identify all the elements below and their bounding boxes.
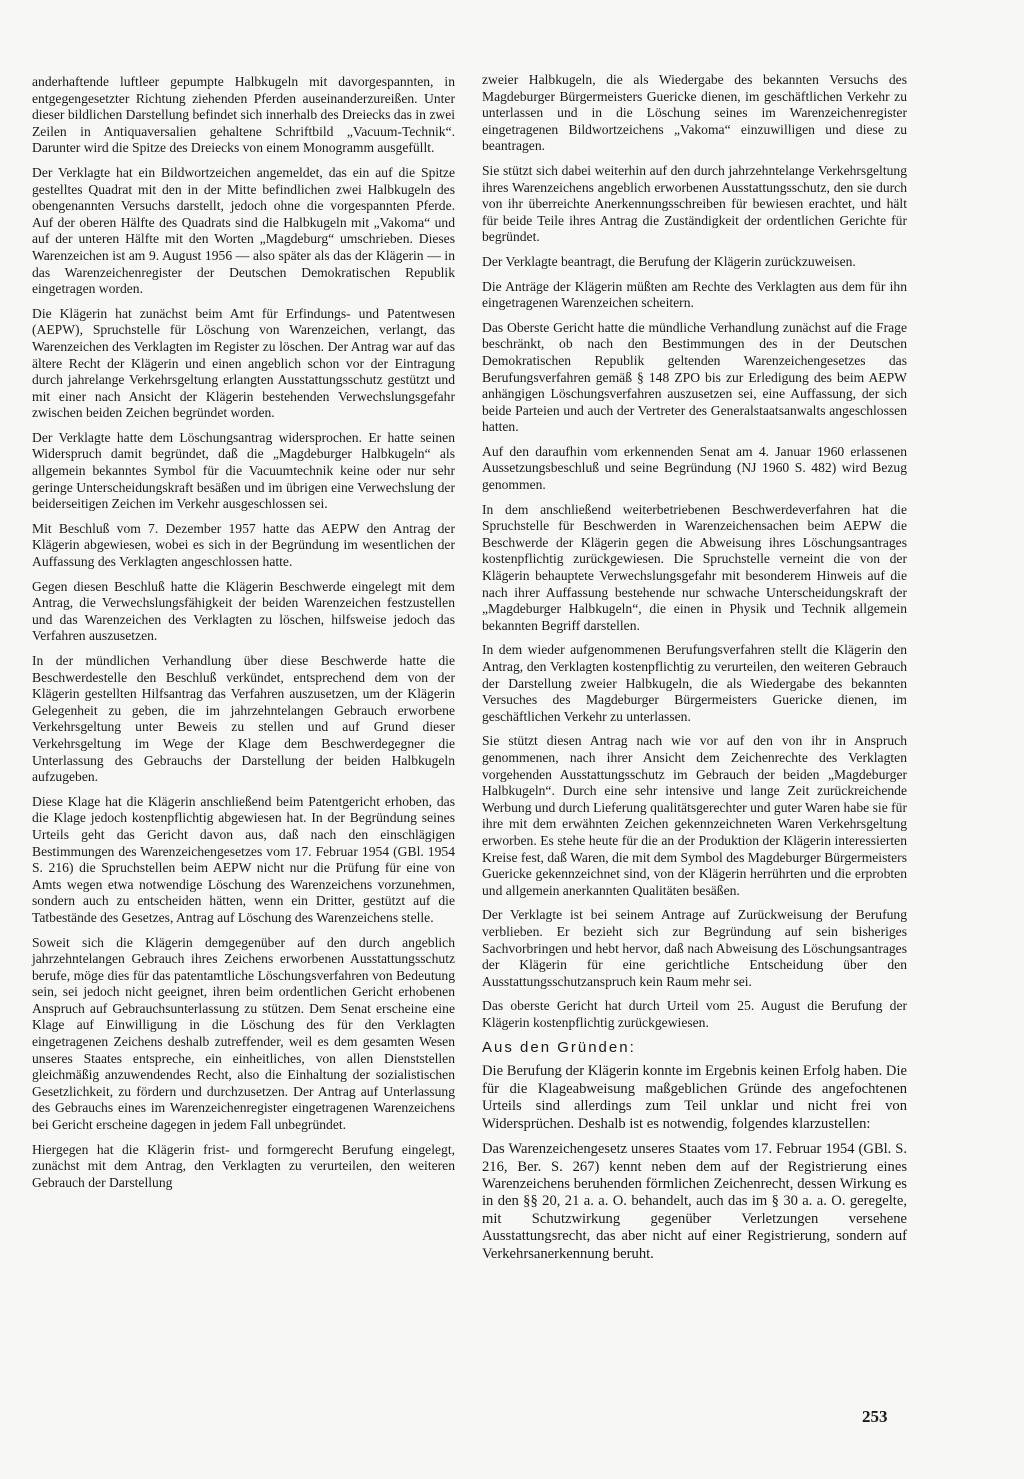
paragraph: Der Verklagte hat ein Bildwortzeichen angemeldet, das ein auf die Spitze gestelltes Quadrat mit den in der Mitte befindlichen zwei Halbkugeln des obengenannten Versuchs darstellt, jedoch ohne die vorgespannten Pferde. Auf der oberen Hälfte des Quadrats sind die Halbkugeln mit „Vakoma“ und auf der unteren Hälfte mit den Worten „Magdeburg“ umschrieben. Dieses Warenzeichen ist am 9. August 1956 — also später als das der Klägerin — in das Warenzeichenregister der Deutschen Demokratischen Republik eingetragen worden. <box>32 164 455 297</box>
left-column <box>32 74 455 1199</box>
paragraph: In dem wieder aufgenommenen Berufungsverfahren stellt die Klägerin den Antrag, den Verklagten kostenpflichtig zu verurteilen, den weiteren Gebrauch der Darstellung zweier Halbkugeln, die als Wiedergabe des bekannten Versuches des Magdeburger Bürgermeisters Guericke dienen, im geschäftlichen Verkehr zu unterlassen. <box>482 642 907 724</box>
paragraph: Das Warenzeichengesetz unseres Staates vom 17. Februar 1954 (GBl. S. 216, Ber. S. 267) kennt neben dem auf der Registrierung eines Warenzeichens beruhenden förmlichen Zeichenrecht, dessen Wirkung es in den §§ 20, 21 a. a. O. behandelt, auch das im § 30 a. a. O. geregelte, mit Schutzwirkung gegenüber Verletzungen versehene Ausstattungsrecht, das aber nicht auf einer Registrierung, sondern auf Verkehrsanerkennung beruht. <box>482 1141 907 1262</box>
paragraph: Gegen diesen Beschluß hatte die Klägerin Beschwerde eingelegt mit dem Antrag, die Verwechslungsfähigkeit der beiden Warenzeichen festzustellen und das Warenzeichen des Verklagten zu löschen, hilfsweise jedoch das Verfahren auszusetzen. <box>32 578 455 644</box>
paragraph: Der Verklagte ist bei seinem Antrage auf Zurückweisung der Berufung verblieben. Er bezieht sich zur Begründung auf sein bisheriges Sachvorbringen und hebt hervor, daß nach Abweisung des Löschungsantrages der Klägerin für eine gerichtliche Entscheidung über den Ausstattungsschutzanspruch kein Raum mehr sei. <box>482 907 907 989</box>
paragraph: Hiergegen hat die Klägerin frist- und formgerecht Berufung eingelegt, zunächst mit dem Antrag, den Verklagten zu verurteilen, den weiteren Gebrauch der Darstellung <box>32 1141 455 1190</box>
paragraph: Das Oberste Gericht hatte die mündliche Verhandlung zunächst auf die Frage beschränkt, ob nach den Bestimmungen des in der Deutschen Demokratischen Republik geltenden Warenzeichengesetzes das Berufungsverfahren gemäß § 148 ZPO bis zur Erledigung des beim AEPW anhängigen Löschungsverfahren auszusetzen sei, eine Auffassung, der sich beide Parteien und auch der Vertreter des Generalstaatsanwalts angeschlossen hatten. <box>482 319 907 435</box>
paragraph: Diese Klage hat die Klägerin anschließend beim Patentgericht erhoben, das die Klage jedoch kostenpflichtig abgewiesen hat. In der Begründung seines Urteils geht das Gericht davon aus, daß nach den einschlägigen Bestimmungen des Warenzeichengesetzes vom 17. Februar 1954 (GBl. 1954 S. 216) die Spruchstellen beim AEPW nicht nur die Prüfung für eine von Amts wegen etwa notwendige Löschung des Warenzeichens vorzunehmen, sondern auch zu entscheiden hätten, wenn ein Dritter, gestützt auf die Tatbestände des Gesetzes, Antrag auf Löschung des Warenzeichens stelle. <box>32 793 455 925</box>
paragraph: Sie stützt diesen Antrag nach wie vor auf den von ihr in Anspruch genommenen, nach ihrer Ansicht dem Zeichenrechte des Verklagten vorgehenden Ausstattungsschutz im Gebrauch der beiden „Magdeburger Halbkugeln“. Durch eine sehr intensive und lange Zeit zurückreichende Werbung und durch Lieferung qualitätsgerechter und guter Waren habe sie für ihre mit dem erwähnten Zeichen gekennzeichneten Waren Verkehrsgeltung erworben. Es stehe heute für die an der Produktion der Klägerin interessierten Kreise fest, daß Waren, die mit dem Symbol des Magdeburger Bürgermeisters Guericke gekennzeichnet sind, von der Klägerin herrührten und die erprobten und allgemein anerkannten Qualitäten besäßen. <box>482 733 907 898</box>
paragraph: In der mündlichen Verhandlung über diese Beschwerde hatte die Beschwerdestelle den Beschluß verkündet, entsprechend dem von der Klägerin gestellten Hilfsantrag das Verfahren auszusetzen, um der Klägerin Gelegenheit zu geben, die im jahrzehntelangen Gebrauch erworbene Verkehrsgeltung unter Beweis zu stellen und auf Grund dieser Verkehrsgeltung im Wege der Klage dem Beschwerdegegner die Unterlassung des Gebrauchs der Darstellung der beiden Halbkugeln aufzugeben. <box>32 653 455 785</box>
paragraph: Das oberste Gericht hat durch Urteil vom 25. August die Berufung der Klägerin kostenpflichtig zurückgewiesen. <box>482 998 907 1030</box>
paragraph: Die Berufung der Klägerin konnte im Ergebnis keinen Erfolg haben. Die für die Klageabweisung maßgeblichen Gründe des angefochtenen Urteils sind allerdings zum Teil unklar und nicht frei von Widersprüchen. Deshalb ist es notwendig, folgendes klarzustellen: <box>482 1063 907 1132</box>
right-column <box>482 72 907 1271</box>
paragraph: Sie stützt sich dabei weiterhin auf den durch jahrzehntelange Verkehrsgeltung ihres Warenzeichens angeblich erworbenen Ausstattungsschutz, den sie durch von ihr überreichte Anerkennungsschreiben für bewiesen erachtet, und hält für beide Teile ihres Antrag die Zuständigkeit der ordentlichen Gerichte für begründet. <box>482 162 907 245</box>
paragraph: Der Verklagte beantragt, die Berufung der Klägerin zurückzuweisen. <box>482 253 856 269</box>
section-heading: Aus den Gründen: <box>482 1039 636 1057</box>
paragraph: Die Klägerin hat zunächst beim Amt für Erfindungs- und Patentwesen (AEPW), Spruchstelle für Löschung von Warenzeichen, verlangt, das Warenzeichen des Verklagten im Register zu löschen. Der Antrag war auf das ältere Recht der Klägerin und einen angeblich schon vor der Eintragung durch jahrelange Verkehrsgeltung erlangten Ausstattungsschutz gestützt und mit einer nach Ansicht der Klägerin bestehenden Verwechslungsgefahr zwischen beiden Zeichen begründet worden. <box>32 305 455 421</box>
paragraph: Der Verklagte hatte dem Löschungsantrag widersprochen. Er hatte seinen Widerspruch damit begründet, daß die „Magdeburger Halbkugeln“ als allgemein bekanntes Symbol für die Vacuumtechnik keine oder nur sehr geringe Unterscheidungskraft besäßen und im übrigen eine Verwechslung der beiderseitigen Zeichen im Verkehr ausgeschlossen sei. <box>32 429 455 512</box>
paragraph: Mit Beschluß vom 7. Dezember 1957 hatte das AEPW den Antrag der Klägerin abgewiesen, wobei es sich in der Begründung im wesentlichen der Auffassung des Verklagten angeschlossen hatte. <box>32 520 455 570</box>
page-number: 253 <box>862 1407 888 1426</box>
paragraph: Soweit sich die Klägerin demgegenüber auf den durch angeblich jahrzehntelangen Gebrauch ihres Zeichens erworbenen Ausstattungsschutz berufe, möge dies für das patentamtliche Löschungsverfahren von Bedeutung sein, sei jedoch nicht geeignet, ihren beim ordentlichen Gericht erhobenen Anspruch auf Gebrauchsunterlassung zu stützen. Dem Senat erscheine eine Klage auf Einwilligung in die Löschung des für den Verklagten eingetragenen Zeichens deshalb zutreffender, weil es dem gesamten Wesen unseres Staates entspreche, ein einheitliches, von allen Dienststellen gleichmäßig anzuwendendes Recht, also die Einhaltung der sozialistischen Gesetzlichkeit, zu fördern und durchzusetzen. Der Antrag auf Unterlassung des Gebrauchs eines im Warenzeichenregister eingetragenen Warenzeichens bei Gericht erscheine dagegen in jedem Fall unbegründet. <box>32 934 455 1133</box>
paragraph: In dem anschließend weiterbetriebenen Beschwerdeverfahren hat die Spruchstelle für Beschwerden in Warenzeichensachen beim AEPW die Beschwerde der Klägerin gegen die Abweisung ihres Löschungsantrages kostenpflichtig zurückgewiesen. Die Spruchstelle verneint die von der Klägerin behauptete Verwechslungsgefahr mit besonderem Hinweis auf die nach ihrer Auffassung bestehende nur schwache Unterscheidungskraft der „Magdeburger Halbkugeln“, die einen in Physik und Technik allgemein bekannten Begriff darstellen. <box>482 501 907 633</box>
paragraph: Die Anträge der Klägerin müßten am Rechte des Verklagten aus dem für ihn eingetragenen Warenzeichen scheitern. <box>482 278 907 311</box>
paragraph: anderhaftende luftleer gepumpte Halbkugeln mit davorgespannten, in entgegengesetzter Richtung ziehenden Pferden auseinanderzureißen. Unter dieser bildlichen Darstellung befindet sich innerhalb des Dreiecks das in zwei Zeilen in Antiquaversalien gehaltene Schriftbild „Vacuum-Technik“. Darunter wird die Spitze des Dreiecks von einem Monogramm ausgefüllt. <box>32 74 455 156</box>
paragraph: Auf den daraufhin vom erkennenden Senat am 4. Januar 1960 erlassenen Aussetzungsbeschluß und seine Begründung (NJ 1960 S. 482) wird Bezug genommen. <box>482 443 907 493</box>
paragraph: zweier Halbkugeln, die als Wiedergabe des bekannten Versuchs des Magdeburger Bürgermeisters Guericke dienen, im geschäftlichen Verkehr zu unterlassen und in die Löschung seines im Warenzeichenregister eingetragenen Bildwortzeichens „Vakoma“ einzuwilligen und diese zu beantragen. <box>482 72 907 154</box>
